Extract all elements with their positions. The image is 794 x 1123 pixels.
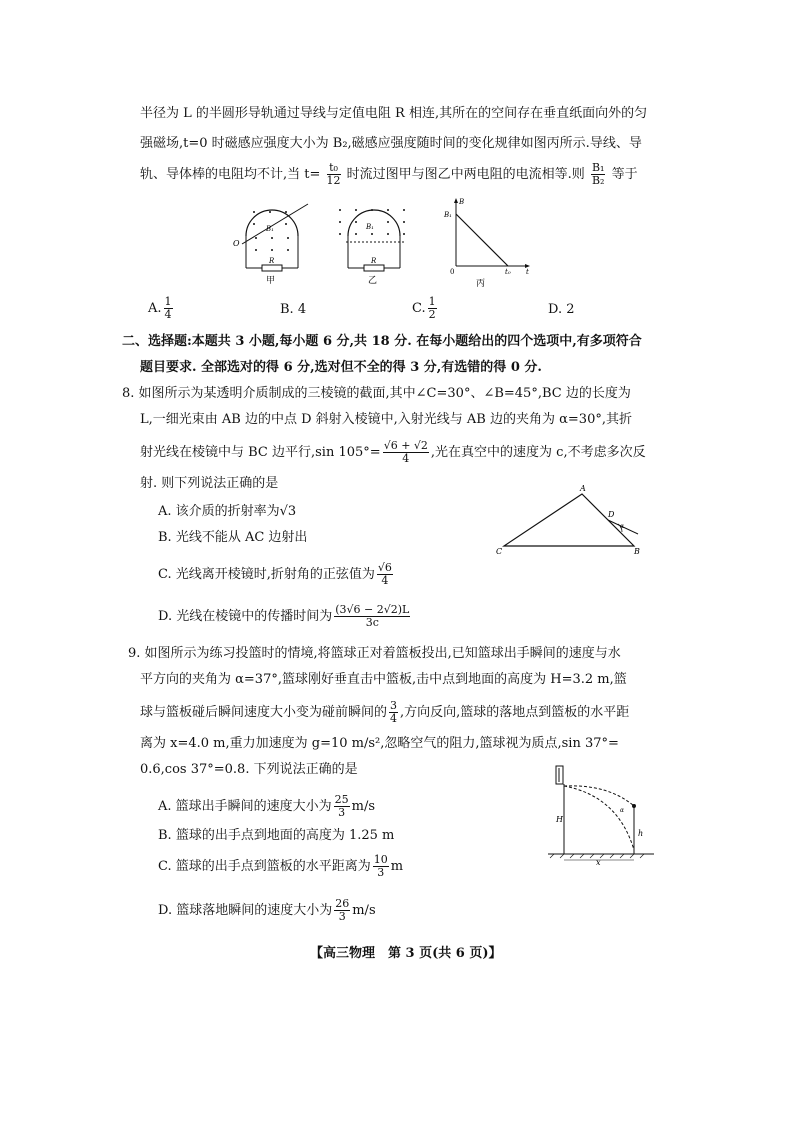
- q9-line-3-b: ,方向反向,篮球的落地点到篮板的水平距: [400, 705, 630, 720]
- q8-c-den: 4: [381, 574, 389, 587]
- q7-a-den: 4: [164, 308, 172, 321]
- q8-option-d-text: D. 光线在棱镜中的传播时间为: [158, 609, 333, 624]
- q9-d-num: 26: [335, 897, 350, 910]
- figure-jia: [228, 198, 318, 290]
- q8-d-den: 3c: [365, 616, 379, 629]
- bing-t0: t₀: [505, 268, 511, 276]
- q9-option-c-text: C. 篮球的出手点到篮板的水平距离为: [158, 859, 371, 874]
- q9-line-2: 平方向的夹角为 α=37°,篮球刚好垂直击中篮板,击中点到地面的高度为 H=3.2 m,篮: [140, 672, 627, 687]
- q7-option-d: D. 2: [548, 302, 575, 317]
- q8-option-a: A. 该介质的折射率为√3: [158, 504, 297, 519]
- q9-a-num: 25: [334, 793, 349, 806]
- bing-b1-tick: B₁: [444, 211, 452, 219]
- b-ratio-den: B₂: [591, 174, 605, 187]
- intro-line-3-text-a: 轨、导体棒的电阻均不计,当 t=: [140, 167, 321, 182]
- basket-h-small: h: [638, 829, 644, 838]
- q9-option-d: [158, 898, 376, 923]
- jia-caption: 甲: [266, 276, 276, 286]
- bing-b-axis: B: [459, 198, 465, 206]
- q9-option-a-unit: m/s: [351, 799, 376, 814]
- prism-d-label: D: [608, 510, 615, 519]
- figure-bing: [442, 196, 532, 288]
- b-ratio-num: B₁: [591, 161, 605, 174]
- basket-alpha: α: [620, 807, 625, 814]
- q7-option-a-prefix: A.: [148, 301, 162, 316]
- q8-option-c: [158, 562, 395, 587]
- intro-line-3-text-c: 等于: [611, 167, 638, 182]
- q9-line-5: 0.6,cos 37°=0.8. 下列说法正确的是: [140, 762, 358, 777]
- q7-option-b: B. 4: [280, 302, 307, 317]
- intro-line-1: 半径为 L 的半圆形导轨通过导线与定值电阻 R 相连,其所在的空间存在垂直纸面向外的匀: [140, 106, 648, 121]
- jia-b1-label: B₁: [266, 225, 274, 233]
- q8-option-d: [158, 604, 412, 629]
- q8-c-num: √6: [377, 561, 392, 574]
- q8-sin-den: 4: [402, 452, 410, 465]
- yi-b1-label: B₁: [366, 223, 374, 231]
- q9-option-d-text: D. 篮球落地瞬间的速度大小为: [158, 903, 333, 918]
- q9-option-a: [158, 794, 375, 819]
- prism-b-label: B: [634, 547, 640, 556]
- q8-option-c-text: C. 光线离开棱镜时,折射角的正弦值为: [158, 567, 375, 582]
- figure-prism: [494, 482, 654, 562]
- q7-a-num: 1: [164, 295, 172, 308]
- q9-line-3-a: 球与篮板碰后瞬间速度大小变为碰前瞬间的: [140, 705, 388, 720]
- bing-caption: 丙: [476, 279, 486, 289]
- intro-line-2: 强磁场,t=0 时磁感应强度大小为 B₂,磁感应强度随时间的变化规律如图丙所示.导线、导: [140, 136, 642, 151]
- page-footer: 【高三物理 第 3 页(共 6 页)】: [310, 946, 502, 961]
- q8-line-3-a: 射光线在棱镜中与 BC 边平行,sin 105°=: [140, 445, 381, 460]
- basket-x: x: [596, 858, 601, 867]
- q9-line-4: 离为 x=4.0 m,重力加速度为 g=10 m/s²,忽略空气的阻力,篮球视为质点,sin 37°=: [140, 736, 619, 751]
- prism-c-label: C: [496, 547, 503, 556]
- yi-r-label: R: [371, 257, 377, 265]
- q9-line-1: 9. 如图所示为练习投篮时的情境,将篮球正对着篮板投出,已知篮球出手瞬间的速度与水: [128, 646, 621, 661]
- basket-h-big: H: [556, 815, 563, 824]
- figure-yi: [334, 198, 424, 290]
- yi-caption: 乙: [368, 276, 378, 286]
- q7-c-num: 1: [428, 295, 436, 308]
- jia-o-label: O: [233, 239, 240, 248]
- jia-r-label: R: [269, 257, 275, 265]
- q8-d-num: (3√6 − 2√2)L: [335, 603, 410, 616]
- time-fraction-num: t₀: [327, 162, 341, 175]
- section-2-heading-2: 题目要求. 全部选对的得 6 分,选对但不全的得 3 分,有选错的得 0 分.: [140, 360, 542, 375]
- q8-line-3: [140, 440, 646, 465]
- q7-option-c: [412, 296, 439, 321]
- q8-line-4: 射. 则下列说法正确的是: [140, 476, 279, 491]
- q7-option-c-prefix: C.: [412, 301, 426, 316]
- q9-ratio-num: 3: [390, 699, 398, 712]
- intro-line-3: [140, 162, 638, 187]
- q9-ratio-den: 4: [390, 712, 398, 725]
- q9-line-3: [140, 700, 629, 725]
- prism-alpha-label: α: [620, 523, 625, 530]
- q9-option-c: [158, 854, 403, 879]
- q9-d-den: 3: [338, 910, 346, 923]
- q9-a-den: 3: [338, 806, 346, 819]
- q7-option-a: [148, 296, 175, 321]
- q8-line-3-b: ,光在真空中的速度为 c,不考虑多次反: [430, 445, 646, 460]
- q9-option-d-unit: m/s: [352, 903, 376, 918]
- q8-option-b: B. 光线不能从 AC 边射出: [158, 530, 308, 545]
- q9-option-a-text: A. 篮球出手瞬间的速度大小为: [158, 799, 332, 814]
- b-ratio-fraction: [591, 162, 606, 187]
- bing-origin: 0: [450, 268, 455, 276]
- bing-t-axis: t: [526, 268, 529, 276]
- q7-c-den: 2: [428, 308, 436, 321]
- q9-option-b: B. 篮球的出手点到地面的高度为 1.25 m: [158, 828, 395, 843]
- figure-basketball: [548, 766, 658, 866]
- time-fraction-den: 12: [326, 174, 341, 187]
- q9-c-num: 10: [373, 853, 388, 866]
- intro-line-3-text-b: 时流过图甲与图乙中两电阻的电流相等.则: [346, 167, 585, 182]
- q8-sin-num: √6 + √2: [383, 439, 428, 452]
- section-2-heading: 二、选择题:本题共 3 小题,每小题 6 分,共 18 分. 在每小题给出的四个选项中,有多项符合: [122, 334, 642, 349]
- time-fraction: [327, 162, 341, 187]
- prism-a-label: A: [580, 484, 586, 493]
- q8-line-2: L,一细光束由 AB 边的中点 D 斜射入棱镜中,入射光线与 AB 边的夹角为 α=30°,其折: [140, 412, 632, 427]
- q8-line-1: 8. 如图所示为某透明介质制成的三棱镜的截面,其中∠C=30°、∠B=45°,BC 边的长度为: [122, 386, 631, 401]
- q9-option-c-unit: m: [390, 859, 404, 874]
- q9-c-den: 3: [377, 866, 385, 879]
